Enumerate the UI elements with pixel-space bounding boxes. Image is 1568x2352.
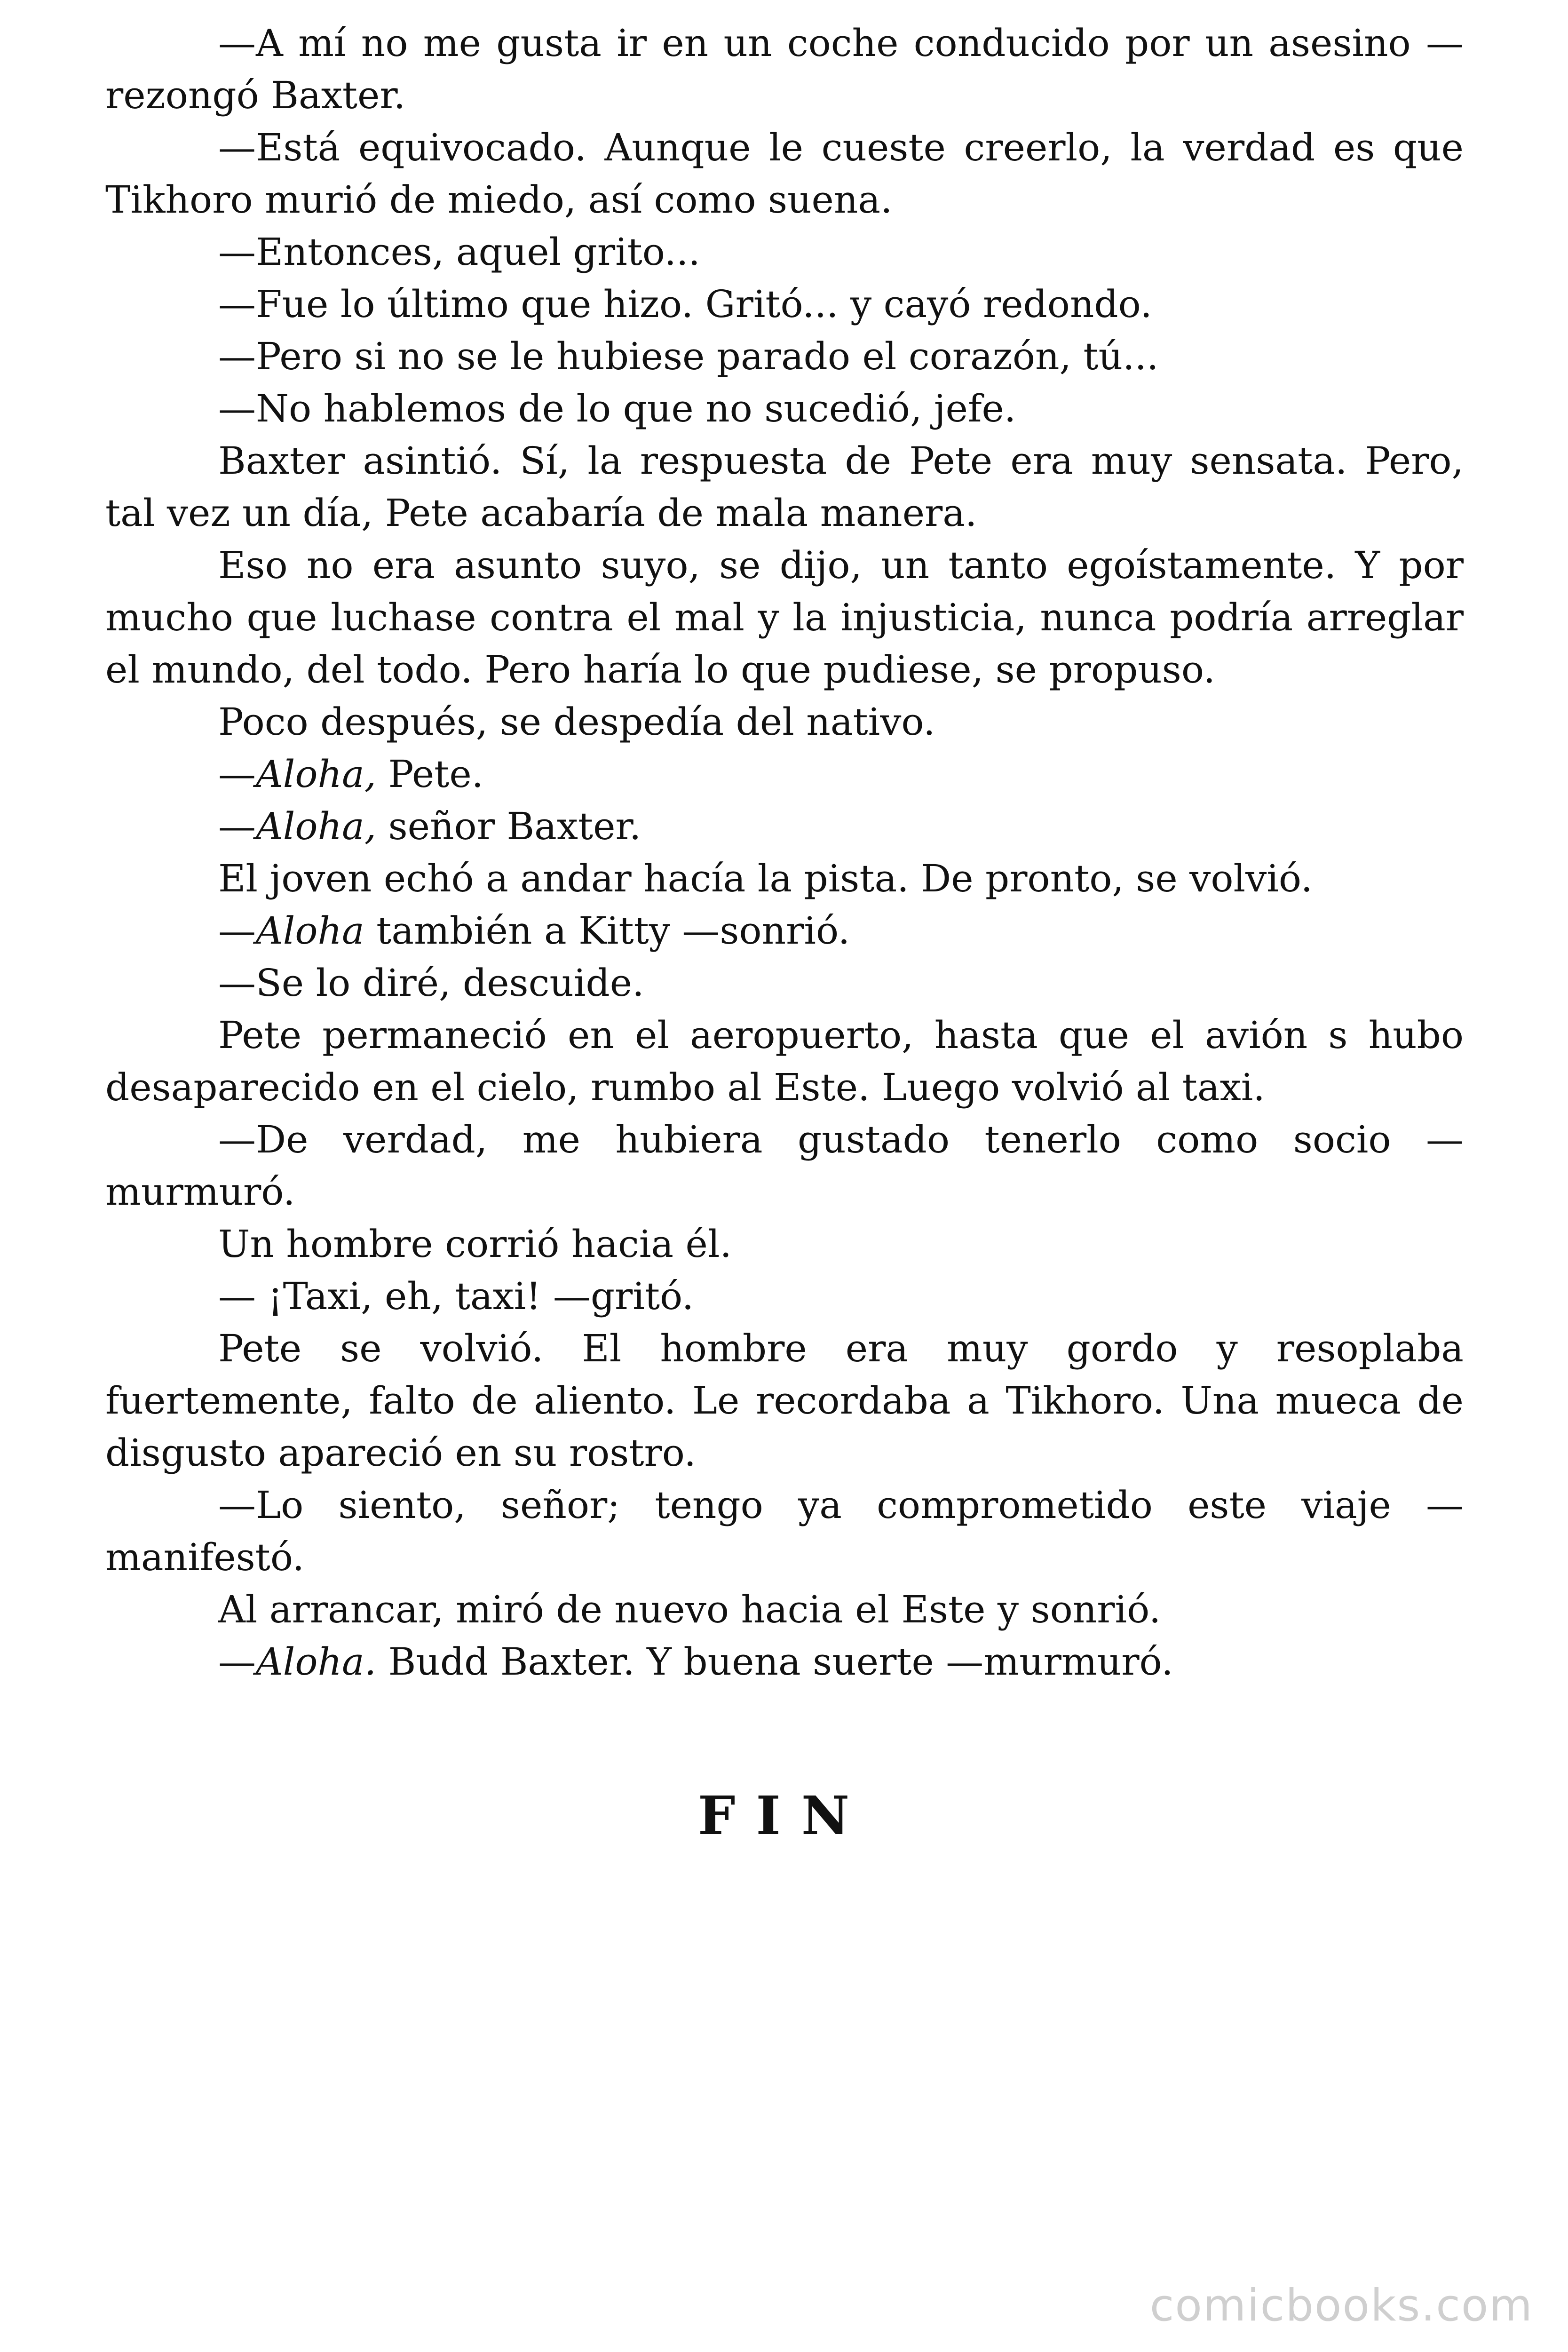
paragraph: Baxter asintió. Sí, la respuesta de Pete era muy sensata. Pero, tal vez un día, Pete acabaría de mala manera.	[105, 439, 1464, 535]
italic-word: Aloha.	[256, 1640, 377, 1684]
paragraph: El joven echó a andar hacía la pista. De pronto, se volvió.	[218, 857, 1313, 900]
dialogue-dash: —	[218, 909, 256, 953]
paragraph: —Lo siento, señor; tengo ya comprometido este viaje —manifestó.	[105, 1483, 1464, 1579]
paragraph: Al arrancar, miró de nuevo hacia el Este y sonrió.	[218, 1588, 1161, 1631]
paragraph: —Fue lo último que hizo. Gritó... y cayó redondo.	[218, 282, 1152, 326]
paragraph: —A mí no me gusta ir en un coche conducido por un asesino —rezongó Baxter.	[105, 21, 1464, 117]
body-text	[105, 17, 1464, 1688]
italic-word: Aloha,	[256, 804, 377, 848]
paragraph	[105, 800, 1464, 852]
paragraph: —Entonces, aquel grito...	[218, 230, 700, 274]
italic-word: Aloha,	[256, 752, 377, 796]
paragraph: —Se lo diré, descuide.	[218, 961, 644, 1005]
paragraph: —Está equivocado. Aunque le cueste creerlo, la verdad es que Tikhoro murió de miedo, así como suena.	[105, 126, 1464, 222]
paragraph	[105, 1636, 1464, 1688]
dialogue-dash: —	[218, 752, 256, 796]
italic-word: Aloha	[256, 909, 364, 953]
watermark-text: comicbooks.com	[1149, 2280, 1533, 2331]
paragraph: —Pero si no se le hubiese parado el corazón, tú...	[218, 334, 1159, 378]
dialogue-dash: —	[218, 1640, 256, 1684]
end-title: FIN	[697, 1785, 871, 1847]
paragraph: Poco después, se despedía del nativo.	[218, 700, 935, 744]
paragraph	[105, 748, 1464, 800]
paragraph-rest: también a Kitty —sonrió.	[364, 909, 850, 953]
paragraph: Eso no era asunto suyo, se dijo, un tanto egoístamente. Y por mucho que luchase contra el mal y la injusticia, nunca podría arreglar el mundo, del todo. Pero haría lo que pudiese, se propuso.	[105, 543, 1464, 691]
paragraph: Un hombre corrió hacia él.	[218, 1222, 732, 1266]
paragraph-rest: Pete.	[376, 752, 484, 796]
paragraph: Pete se volvió. El hombre era muy gordo y resoplaba fuertemente, falto de aliento. Le recordaba a Tikhoro. Una mueca de disgusto apareció en su rostro.	[105, 1327, 1464, 1475]
paragraph	[105, 905, 1464, 957]
paragraph: —De verdad, me hubiera gustado tenerlo como socio —murmuró.	[105, 1118, 1464, 1214]
dialogue-dash: —	[218, 804, 256, 848]
paragraph: —No hablemos de lo que no sucedió, jefe.	[218, 387, 1016, 430]
paragraph: — ¡Taxi, eh, taxi! —gritó.	[218, 1274, 694, 1318]
paragraph-rest: Budd Baxter. Y buena suerte —murmuró.	[376, 1640, 1173, 1684]
paragraph: Pete permaneció en el aeropuerto, hasta que el avión s hubo desaparecido en el cielo, rumbo al Este. Luego volvió al taxi.	[105, 1013, 1464, 1109]
paragraph-rest: señor Baxter.	[376, 804, 641, 848]
